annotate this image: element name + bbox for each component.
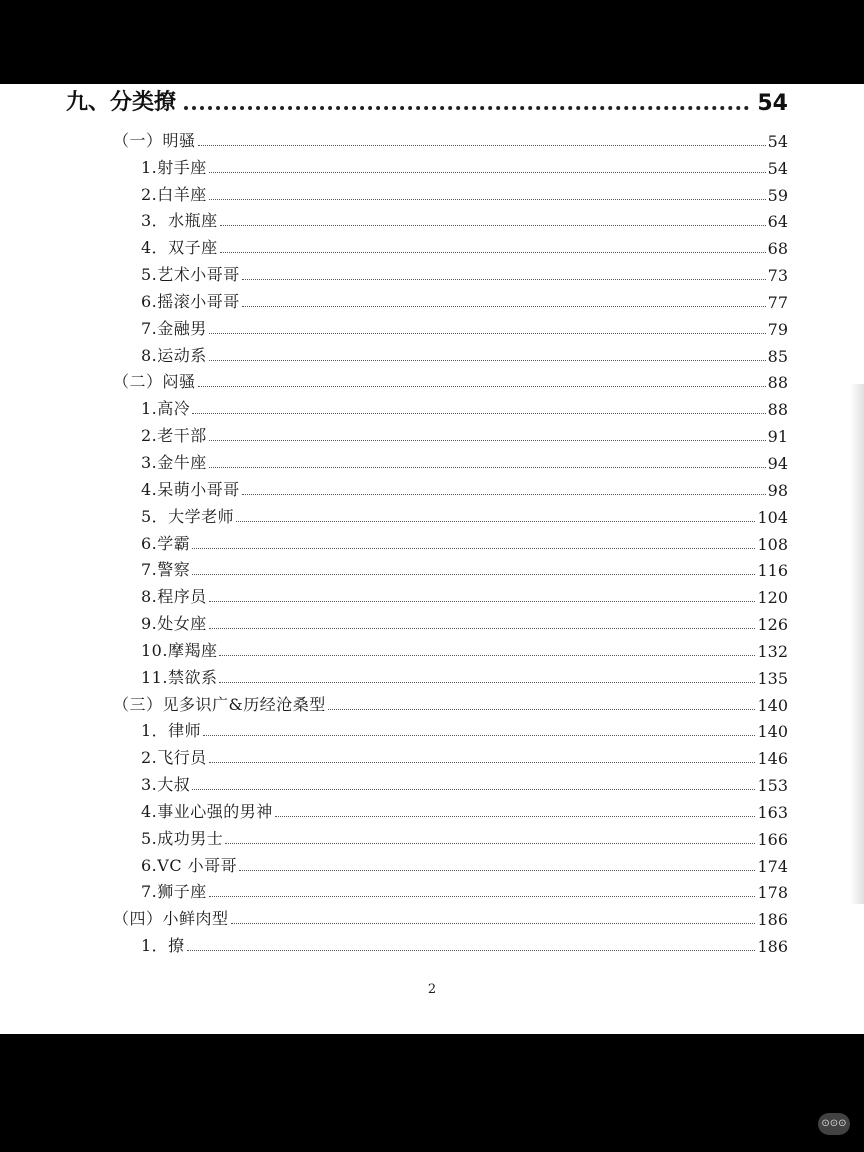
entry-label: 9.处女座: [141, 614, 207, 634]
dot-leader: [198, 145, 766, 146]
dot-leader: [242, 279, 766, 280]
toc-item-entry[interactable]: [141, 554, 788, 581]
watermark-text: ⊙⊙⊙: [821, 1118, 847, 1129]
entry-page-number: 54: [767, 158, 788, 178]
toc-item-entry[interactable]: [141, 634, 788, 661]
toc-item-entry[interactable]: [141, 527, 788, 554]
toc-item-entry[interactable]: [141, 876, 788, 903]
toc-item-entry[interactable]: [141, 258, 788, 285]
dot-leader: [209, 440, 766, 441]
entry-page-number: 146: [757, 749, 788, 769]
entry-label: 5.艺术小哥哥: [141, 265, 240, 285]
dot-leader: [198, 386, 766, 387]
entry-label: 6.摇滚小哥哥: [141, 291, 240, 311]
toc-item-entry[interactable]: [141, 178, 788, 205]
entry-page-number: 186: [757, 937, 788, 957]
toc-item-entry[interactable]: [141, 205, 788, 232]
entry-page-number: 94: [767, 453, 788, 473]
entry-page-number: 98: [767, 480, 788, 500]
toc-item-entry[interactable]: [141, 419, 788, 446]
entry-label: 1.高冷: [141, 399, 191, 419]
entry-label: 8.运动系: [141, 345, 207, 365]
toc-item-entry[interactable]: [141, 231, 788, 258]
entry-label: 6.学霸: [141, 533, 191, 553]
entry-page-number: 85: [767, 346, 788, 366]
entry-label: 1．撩: [141, 936, 185, 956]
entry-page-number: 166: [757, 829, 788, 849]
toc-item-entry[interactable]: [141, 661, 788, 688]
entry-page-number: 77: [767, 292, 788, 312]
entry-page-number: 64: [767, 212, 788, 232]
entry-label: 5．大学老师: [141, 506, 235, 526]
dot-leader: [209, 628, 756, 629]
entry-page-number: 73: [767, 266, 788, 286]
entry-label: 1．律师: [141, 721, 202, 741]
toc-item-entry[interactable]: [141, 715, 788, 742]
entry-label: 6.VC 小哥哥: [141, 855, 238, 875]
dot-leader: [220, 225, 766, 226]
entry-label: 3.大叔: [141, 775, 191, 795]
chapter-title: 九、分类撩: [66, 90, 177, 115]
toc-item-entry[interactable]: [141, 795, 788, 822]
dot-leader: [242, 306, 766, 307]
dot-leader: [209, 172, 766, 173]
toc-section-entry[interactable]: [113, 902, 788, 929]
entry-label: 4.事业心强的男神: [141, 801, 273, 821]
entry-page-number: 178: [757, 883, 788, 903]
dot-leader: [209, 360, 766, 361]
document-page: [0, 84, 864, 1034]
entry-label: 1.射手座: [141, 157, 207, 177]
dot-leader: [209, 333, 766, 334]
toc-item-entry[interactable]: [141, 446, 788, 473]
dot-leader: [220, 252, 766, 253]
dot-leader: [192, 548, 755, 549]
toc-item-entry[interactable]: [141, 339, 788, 366]
dot-leader: [184, 106, 749, 110]
entry-label: 4．双子座: [141, 238, 218, 258]
dot-leader: [192, 413, 765, 414]
entry-page-number: 116: [757, 561, 788, 581]
toc-item-entry[interactable]: [141, 392, 788, 419]
entry-label: （四）小鲜肉型: [113, 909, 229, 929]
entry-page-number: 163: [757, 802, 788, 822]
entry-page-number: 79: [767, 319, 788, 339]
entry-page-number: 126: [757, 615, 788, 635]
entry-label: 7.警察: [141, 560, 191, 580]
dot-leader: [209, 896, 756, 897]
entry-page-number: 88: [767, 373, 788, 393]
entry-page-number: 120: [757, 588, 788, 608]
entry-label: 2.飞行员: [141, 748, 207, 768]
entry-page-number: 140: [757, 722, 788, 742]
dot-leader: [328, 709, 756, 710]
entry-page-number: 91: [767, 427, 788, 447]
dot-leader: [192, 574, 755, 575]
dot-leader: [209, 601, 756, 602]
badge-icon: [818, 1113, 850, 1135]
entry-label: （一）明骚: [113, 130, 196, 150]
toc-section-entry[interactable]: [113, 688, 788, 715]
entry-page-number: 153: [757, 776, 788, 796]
entry-label: 2.白羊座: [141, 184, 207, 204]
dot-leader: [219, 655, 755, 656]
entry-page-number: 140: [757, 695, 788, 715]
toc-item-entry[interactable]: [141, 607, 788, 634]
toc-item-entry[interactable]: [141, 929, 788, 956]
dot-leader: [192, 789, 755, 790]
entry-label: 8.程序员: [141, 587, 207, 607]
toc-item-entry[interactable]: [141, 580, 788, 607]
toc-item-entry[interactable]: [141, 741, 788, 768]
chapter-page-number: 54: [757, 91, 788, 116]
toc-item-entry[interactable]: [141, 312, 788, 339]
dot-leader: [275, 816, 756, 817]
dot-leader: [242, 494, 766, 495]
toc-item-entry[interactable]: [141, 768, 788, 795]
dot-leader: [219, 682, 755, 683]
entry-label: 7.狮子座: [141, 882, 207, 902]
dot-leader: [209, 762, 756, 763]
toc-item-entry[interactable]: [141, 151, 788, 178]
entry-page-number: 186: [757, 910, 788, 930]
entry-label: 5.成功男士: [141, 828, 224, 848]
entry-page-number: 174: [757, 856, 788, 876]
toc-item-entry[interactable]: [141, 822, 788, 849]
dot-leader: [203, 735, 755, 736]
dot-leader: [236, 521, 755, 522]
page-footer: [0, 982, 864, 997]
footer-page-number: 2: [427, 982, 437, 997]
toc-section-entry[interactable]: [113, 366, 788, 393]
entry-label: （三）见多识广&历经沧桑型: [113, 694, 326, 714]
dot-leader: [231, 923, 756, 924]
entry-label: 3．水瓶座: [141, 211, 218, 231]
dot-leader: [187, 950, 756, 951]
toc-item-entry[interactable]: [141, 500, 788, 527]
entry-label: 2.老干部: [141, 426, 207, 446]
toc-item-entry[interactable]: [141, 285, 788, 312]
dot-leader: [225, 843, 755, 844]
entry-page-number: 135: [757, 668, 788, 688]
entry-page-number: 104: [757, 507, 788, 527]
entry-page-number: 68: [767, 239, 788, 259]
toc-entries: [0, 124, 864, 956]
dot-leader: [209, 467, 766, 468]
entry-label: 4.呆萌小哥哥: [141, 479, 240, 499]
dot-leader: [209, 199, 766, 200]
toc-item-entry[interactable]: [141, 849, 788, 876]
entry-label: 10.摩羯座: [141, 640, 218, 660]
toc-chapter-heading[interactable]: [66, 86, 788, 116]
toc-section-entry[interactable]: [113, 124, 788, 151]
entry-label: 7.金融男: [141, 318, 207, 338]
entry-page-number: 54: [767, 131, 788, 151]
entry-page-number: 108: [757, 534, 788, 554]
toc-item-entry[interactable]: [141, 473, 788, 500]
entry-label: 11.禁欲系: [141, 667, 218, 687]
entry-label: （二）闷骚: [113, 372, 196, 392]
entry-page-number: 88: [767, 400, 788, 420]
entry-page-number: 132: [757, 641, 788, 661]
entry-page-number: 59: [767, 185, 788, 205]
dot-leader: [239, 870, 755, 871]
entry-label: 3.金牛座: [141, 452, 207, 472]
